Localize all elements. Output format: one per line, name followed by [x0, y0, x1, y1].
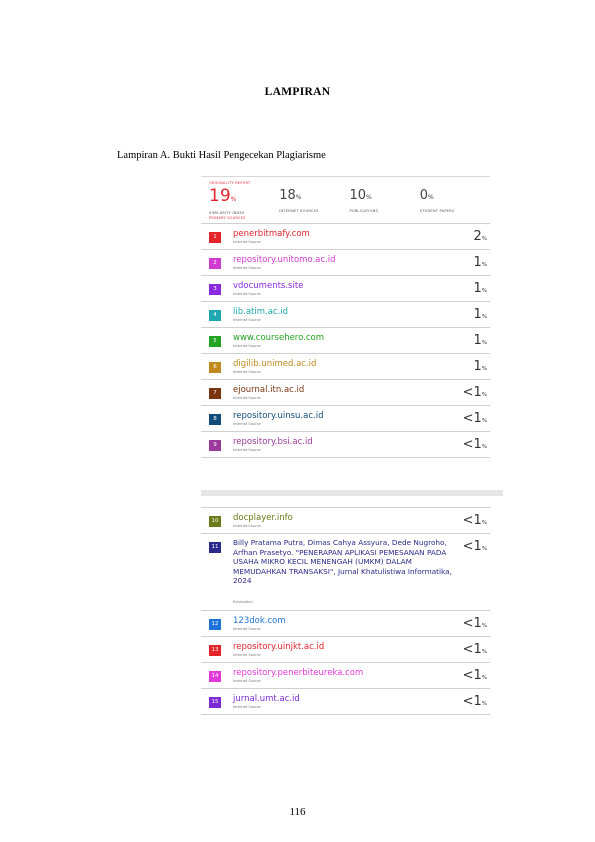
- stat-student-papers: [420, 187, 490, 215]
- source-rank-badge: 5: [209, 336, 221, 347]
- source-type: Internet Source: [233, 396, 261, 400]
- stat-value: 0: [419, 188, 429, 203]
- source-name-link[interactable]: Billy Pratama Putra, Dimas Cahya Assyura, Dede Nugroho, Arfhan Prasetyo. "PENERAPAN APLIKASI PEMESANAN PADA USAHA MIKRO KECIL MENENGAH (UMKM) DALAM MEMUDAHKAN TRANSAKSI", Jurnal Khatulistiwa Informatika, 2024: [233, 538, 452, 586]
- source-name-link[interactable]: repository.unitomo.ac.id: [233, 255, 336, 265]
- source-row: [201, 223, 490, 249]
- source-rank-badge: 15: [209, 697, 221, 708]
- originality-report: [201, 176, 490, 458]
- source-percentage: [463, 694, 487, 709]
- source-type: Internet Source: [233, 653, 261, 657]
- percent-symbol: %: [295, 194, 302, 201]
- stat-label: INTERNET SOURCES: [279, 209, 319, 213]
- source-type: Internet Source: [233, 448, 261, 452]
- source-percentage: [473, 229, 487, 244]
- source-percentage: [463, 411, 487, 426]
- page-number: 116: [289, 806, 306, 818]
- source-name-link[interactable]: docplayer.info: [233, 513, 293, 523]
- source-name-link[interactable]: repository.bsi.ac.id: [233, 437, 313, 447]
- source-percentage: [473, 255, 487, 270]
- source-type: Internet Source: [233, 318, 261, 322]
- source-percentage-value: 1: [473, 307, 482, 322]
- source-name-link[interactable]: repository.penerbiteureka.com: [233, 668, 364, 678]
- source-percentage-value: 1: [473, 333, 482, 348]
- stat-label: PUBLICATIONS: [349, 209, 378, 213]
- percent-symbol: %: [481, 236, 487, 242]
- source-list-part-1: [201, 223, 490, 458]
- source-percentage: [463, 385, 487, 400]
- percent-symbol: %: [481, 262, 487, 268]
- source-type: Publication: [233, 600, 253, 604]
- source-row: [201, 636, 490, 662]
- source-name-link[interactable]: penerbitmafy.com: [233, 229, 310, 239]
- source-percentage: [463, 437, 487, 452]
- source-percentage: [463, 642, 487, 657]
- source-row: [201, 327, 490, 353]
- source-rank-badge: 2: [209, 258, 221, 269]
- percent-symbol: %: [481, 444, 487, 450]
- source-rank-badge: 10: [209, 516, 221, 527]
- source-name-link[interactable]: www.coursehero.com: [233, 333, 325, 343]
- source-row: [201, 662, 490, 688]
- source-name-link[interactable]: 123dok.com: [233, 616, 286, 626]
- source-rank-badge: 3: [209, 284, 221, 295]
- source-row: [201, 275, 490, 301]
- source-row: [201, 688, 490, 715]
- percent-symbol: %: [481, 314, 487, 320]
- source-percentage-value: <1: [462, 437, 482, 452]
- stat-label: SIMILARITY INDEX: [209, 211, 245, 215]
- source-rank-badge: 9: [209, 440, 221, 451]
- source-rank-badge: 14: [209, 671, 221, 682]
- report-top-divider: [201, 176, 490, 177]
- source-rank-badge: 8: [209, 414, 221, 425]
- source-percentage: [473, 333, 487, 348]
- source-name-link[interactable]: digilib.unimed.ac.id: [233, 359, 317, 369]
- source-rank-badge: 6: [209, 362, 221, 373]
- source-rank-badge: 12: [209, 619, 221, 630]
- source-percentage: [463, 513, 487, 528]
- source-percentage-value: <1: [462, 642, 482, 657]
- source-type: Internet Source: [233, 524, 261, 528]
- source-type: Internet Source: [233, 344, 261, 348]
- source-percentage: [463, 668, 487, 683]
- source-rank-badge: 13: [209, 645, 221, 656]
- source-percentage: [473, 307, 487, 322]
- source-type: Internet Source: [233, 292, 261, 296]
- percent-symbol: %: [481, 418, 487, 424]
- source-type: Internet Source: [233, 422, 261, 426]
- source-percentage: [473, 359, 487, 374]
- percent-symbol: %: [366, 194, 372, 201]
- stat-value: 18: [279, 188, 296, 203]
- percent-symbol: %: [428, 194, 434, 201]
- source-name-link[interactable]: lib.atim.ac.id: [233, 307, 289, 317]
- source-percentage-value: 2: [473, 229, 482, 244]
- source-percentage-value: <1: [462, 385, 482, 400]
- stat-similarity-index: [209, 187, 279, 215]
- percent-symbol: %: [230, 196, 237, 203]
- source-percentage-value: 1: [473, 359, 482, 374]
- originality-report-label: ORIGINALITY REPORT: [209, 181, 251, 185]
- source-type: Internet Source: [233, 266, 261, 270]
- page-break-band: [201, 490, 503, 496]
- source-percentage-value: 1: [473, 255, 482, 270]
- source-rank-badge: 4: [209, 310, 221, 321]
- percent-symbol: %: [481, 340, 487, 346]
- source-row: [201, 301, 490, 327]
- source-row: [201, 431, 490, 458]
- source-type: Internet Source: [233, 240, 261, 244]
- source-percentage-value: <1: [462, 616, 482, 631]
- percent-symbol: %: [481, 675, 487, 681]
- source-percentage-value: <1: [462, 668, 482, 683]
- source-name-link[interactable]: repository.uinjkt.ac.id: [233, 642, 325, 652]
- stat-publications: [350, 187, 420, 215]
- stat-value: 19: [209, 186, 231, 206]
- source-percentage: [463, 539, 487, 554]
- source-row: [201, 379, 490, 405]
- percent-symbol: %: [481, 701, 487, 707]
- source-row: [201, 353, 490, 379]
- source-percentage-value: <1: [462, 513, 482, 528]
- stat-value: 10: [349, 188, 367, 203]
- source-row: [201, 507, 490, 533]
- source-percentage-value: 1: [473, 281, 482, 296]
- source-percentage-value: <1: [462, 694, 482, 709]
- source-rank-badge: 11: [209, 542, 221, 553]
- percent-symbol: %: [481, 366, 487, 372]
- percent-symbol: %: [481, 520, 487, 526]
- source-name-link[interactable]: vdocuments.site: [233, 281, 304, 291]
- source-percentage: [463, 616, 487, 631]
- source-name-link[interactable]: repository.uinsu.ac.id: [233, 411, 324, 421]
- percent-symbol: %: [481, 392, 487, 398]
- primary-sources-label: PRIMARY SOURCES: [209, 216, 246, 220]
- source-row: [201, 405, 490, 431]
- source-rank-badge: 1: [209, 232, 221, 243]
- source-row: [201, 249, 490, 275]
- source-type: Internet Source: [233, 370, 261, 374]
- source-percentage-value: <1: [462, 539, 482, 554]
- percent-symbol: %: [481, 546, 487, 552]
- percent-symbol: %: [481, 649, 487, 655]
- stats-summary: [209, 187, 490, 215]
- source-rank-badge: 7: [209, 388, 221, 399]
- percent-symbol: %: [481, 623, 487, 629]
- source-type: Internet Source: [233, 679, 261, 683]
- stat-label: STUDENT PAPERS: [419, 209, 455, 213]
- source-type: Internet Source: [233, 627, 261, 631]
- page-title: LAMPIRAN: [264, 86, 331, 98]
- source-row: [201, 533, 490, 610]
- source-percentage: [473, 281, 487, 296]
- stat-internet-sources: [279, 187, 349, 215]
- source-row: [201, 610, 490, 636]
- originality-report-continued: [201, 507, 490, 715]
- source-name-link[interactable]: ejournal.itn.ac.id: [233, 385, 305, 395]
- percent-symbol: %: [481, 288, 487, 294]
- appendix-caption: Lampiran A. Bukti Hasil Pengecekan Plagiarisme: [117, 150, 326, 161]
- source-list-part-2: [201, 507, 490, 715]
- source-type: Internet Source: [233, 705, 261, 709]
- source-name-link[interactable]: jurnal.umt.ac.id: [233, 694, 300, 704]
- source-percentage-value: <1: [462, 411, 482, 426]
